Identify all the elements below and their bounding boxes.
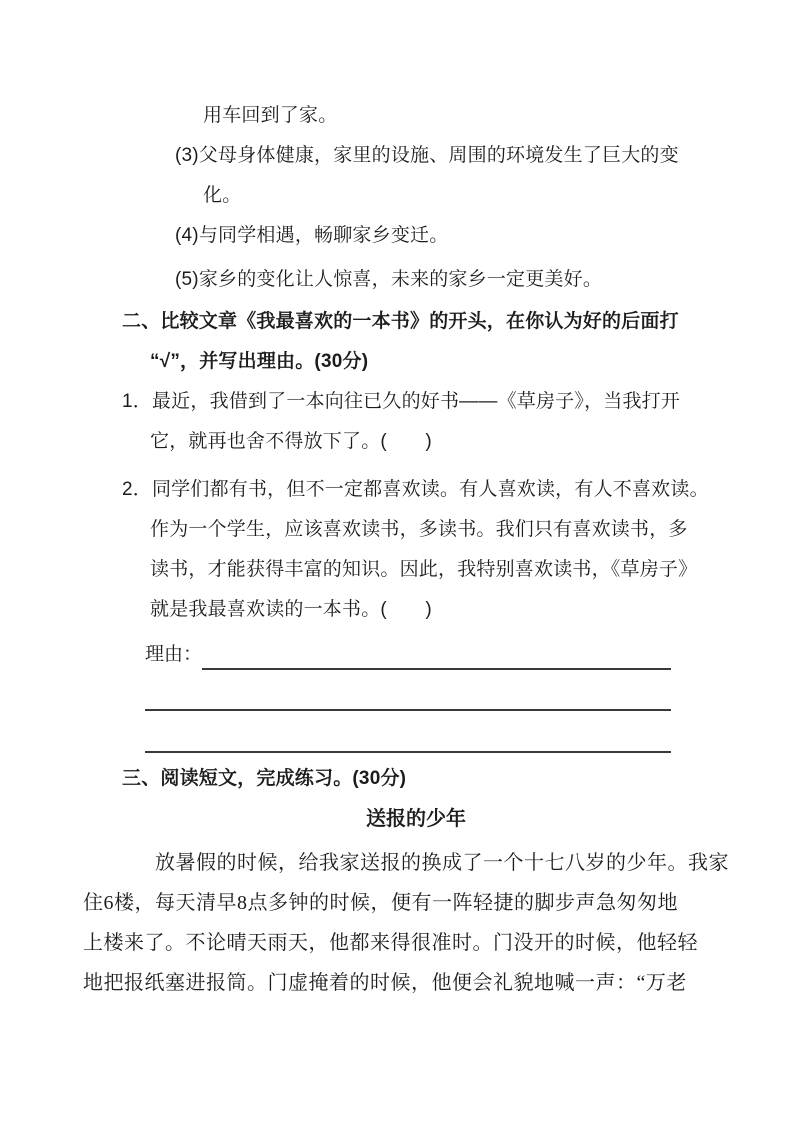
- section2-item1-line1: 1．最近，我借到了一本向往已久的好书——《草房子》，当我打开: [122, 391, 681, 412]
- passage-title: 送报的少年: [366, 808, 466, 830]
- section1-subitem3-line1: (3)父母身体健康，家里的设施、周围的环境发生了巨大的变: [175, 145, 679, 166]
- section1-item2-continuation: 用车回到了家。: [203, 105, 338, 126]
- reason-label: 理由：: [145, 644, 203, 665]
- section3-heading: 三、阅读短文，完成练习。(30分): [122, 768, 407, 789]
- section1-subitem5: (5)家乡的变化让人惊喜，未来的家乡一定更美好。: [175, 269, 603, 290]
- reason-answer-blank: [202, 635, 671, 670]
- passage-line: 地把报纸塞进报筒。门虚掩着的时候，他便会礼貌地喊一声：“万老: [83, 972, 687, 994]
- section1-subitem4: (4)与同学相遇，畅聊家乡变迁。: [175, 225, 449, 246]
- answer-blank-line: [145, 675, 671, 711]
- section2-heading-line1: 二、比较文章《我最喜欢的一本书》的开头，在你认为好的后面打: [122, 311, 679, 332]
- passage-line: 上楼来了。不论晴天雨天，他都来得很准时。门没开的时候，他轻轻: [83, 932, 698, 954]
- section2-item2-line1: 2．同学们都有书，但不一定都喜欢读。有人喜欢读，有人不喜欢读。: [122, 479, 709, 500]
- section2-item2-line4: 就是我最喜欢读的一本书。( ): [150, 599, 432, 620]
- reason-row: [145, 635, 671, 675]
- section2-heading-line2: “√”，并写出理由。(30分): [150, 351, 369, 372]
- section2-item2-line2: 作为一个学生，应该喜欢读书，多读书。我们只有喜欢读书，多: [150, 519, 688, 540]
- section2-item2-line3: 读书，才能获得丰富的知识。因此，我特别喜欢读书，《草房子》: [150, 559, 698, 580]
- section1-subitem3-line2: 化。: [203, 185, 242, 206]
- passage-line: 住6楼，每天清早8点多钟的时候，便有一阵轻捷的脚步声急匆匆地: [83, 892, 678, 914]
- answer-blank-line: [145, 717, 671, 753]
- section2-item1-line2: 它，就再也舍不得放下了。( ): [150, 431, 432, 452]
- passage-line: 放暑假的时候，给我家送报的换成了一个十七八岁的少年。我家: [155, 852, 729, 874]
